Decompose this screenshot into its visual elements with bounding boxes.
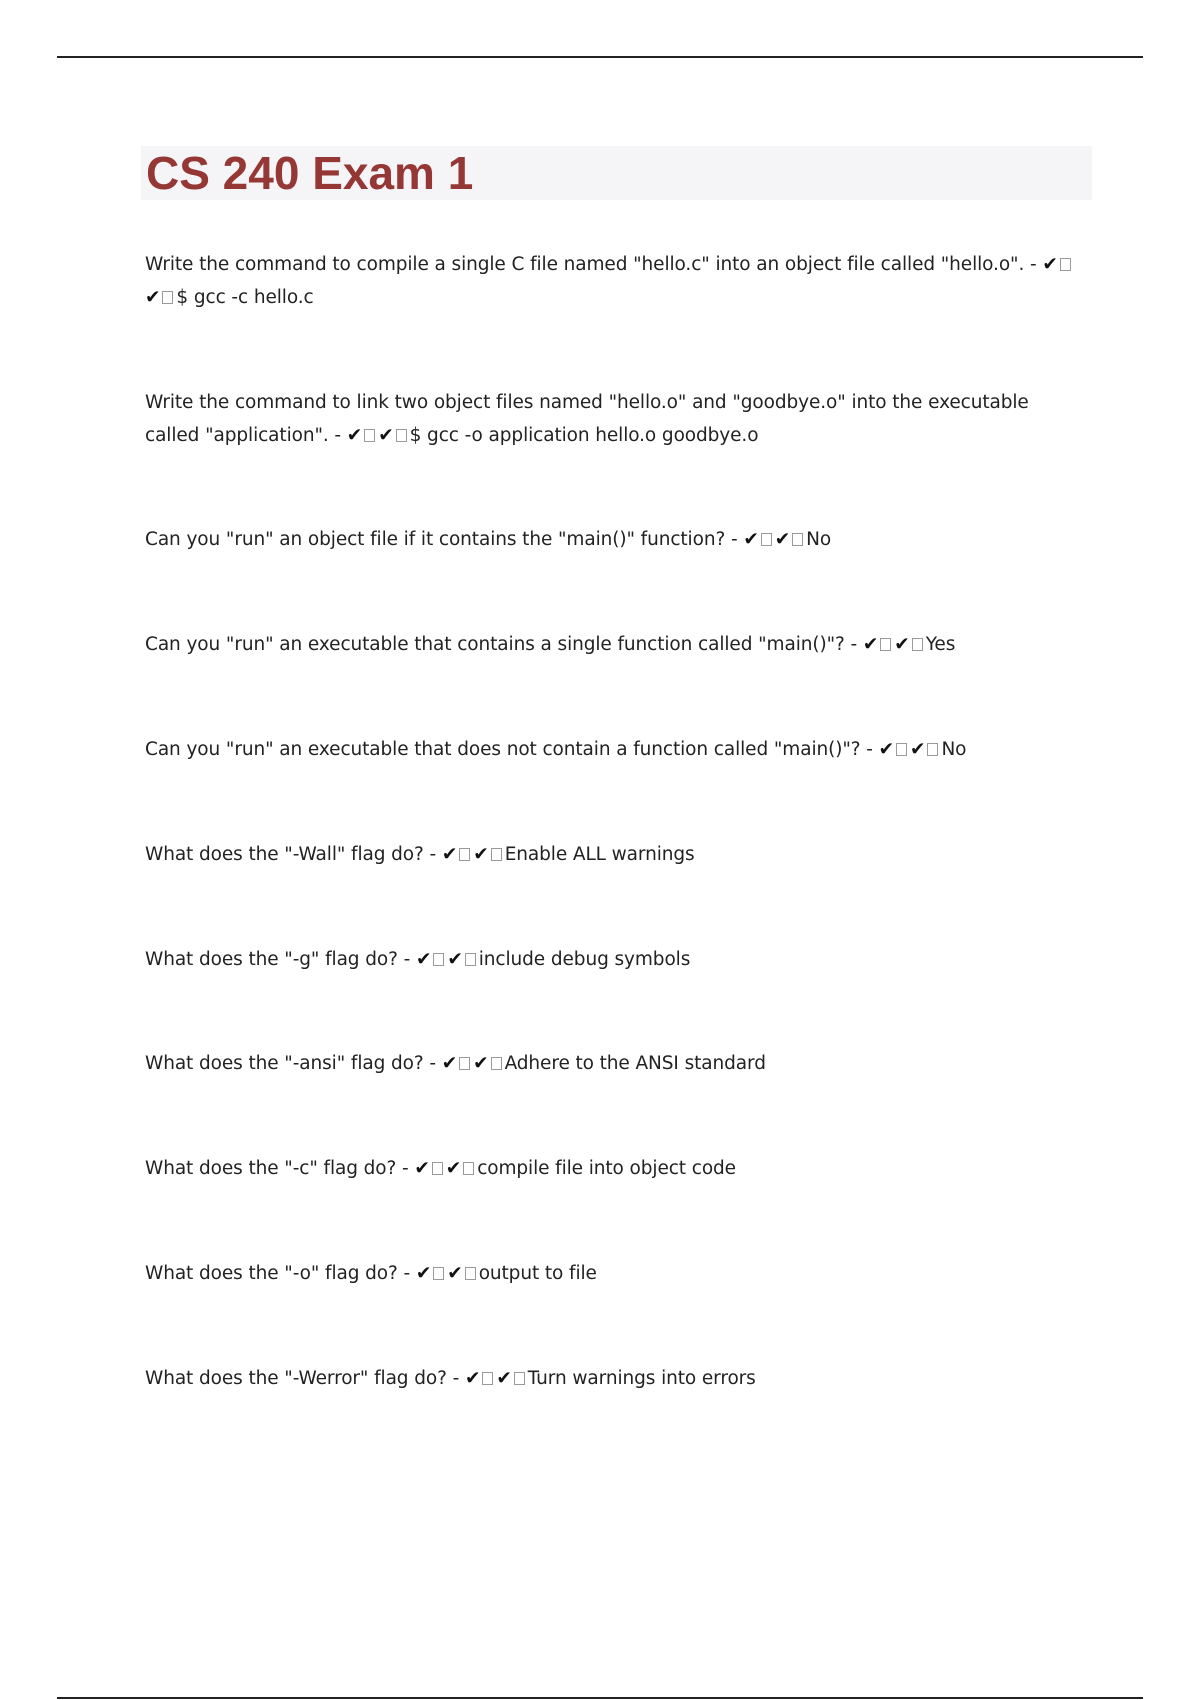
check-icon: ✔ — [441, 1053, 458, 1074]
check-icon: ✔ — [145, 287, 161, 308]
separator: - — [328, 425, 347, 446]
qa-item-1 — [145, 248, 1085, 314]
answer-text: Enable ALL warnings — [504, 844, 695, 865]
answer-text: Yes — [925, 634, 956, 655]
qa-item-10 — [145, 1257, 1085, 1290]
title-band — [141, 146, 1092, 200]
box-icon — [465, 1267, 476, 1280]
box-icon — [491, 848, 502, 861]
box-icon — [1060, 258, 1071, 271]
question-text: What does the "-c" flag do? — [145, 1158, 397, 1179]
question-text: Can you "run" an executable that contains a single function called "main()"? — [145, 634, 845, 655]
answer-text: include debug symbols — [478, 949, 691, 970]
check-icon: ✔ — [473, 844, 489, 865]
box-icon — [459, 848, 470, 861]
qa-item-11 — [145, 1362, 1085, 1395]
box-icon — [482, 1372, 493, 1385]
answer-text: output to file — [478, 1263, 597, 1284]
check-icon: ✔ — [910, 739, 926, 760]
check-icon: ✔ — [445, 1158, 462, 1179]
answer-text: $ gcc -o application hello.o goodbye.o — [409, 425, 759, 446]
check-icon: ✔ — [447, 1263, 463, 1284]
question-text: Write the command to compile a single C file named "hello.c" into an object file called "hello.o". — [145, 254, 1025, 275]
box-icon — [432, 1162, 443, 1175]
page-title: CS 240 Exam 1 — [146, 147, 474, 199]
question-text: Can you "run" an object file if it contains the "main()" function? — [145, 529, 726, 550]
qa-item-7 — [145, 943, 1085, 976]
check-icon: ✔ — [464, 1368, 481, 1389]
answer-text: Adhere to the ANSI standard — [504, 1053, 766, 1074]
answer-text: No — [806, 529, 832, 550]
top-rule — [57, 56, 1143, 58]
check-icon: ✔ — [346, 425, 363, 446]
answer-text: No — [941, 739, 967, 760]
question-text: What does the "-g" flag do? — [145, 949, 398, 970]
box-icon — [459, 1057, 470, 1070]
box-icon — [162, 291, 173, 304]
question-text: Can you "run" an executable that does not contain a function called "main()"? — [145, 739, 861, 760]
bottom-rule — [57, 1697, 1143, 1699]
check-icon: ✔ — [496, 1368, 512, 1389]
separator: - — [1024, 254, 1043, 275]
box-icon — [912, 638, 923, 651]
box-icon — [364, 429, 375, 442]
separator: - — [860, 739, 879, 760]
check-icon: ✔ — [743, 529, 759, 550]
separator: - — [423, 844, 442, 865]
qa-item-8 — [145, 1047, 1085, 1080]
qa-item-5 — [145, 733, 1085, 766]
qa-item-2 — [145, 386, 1085, 452]
separator: - — [725, 529, 744, 550]
box-icon — [433, 953, 444, 966]
check-icon: ✔ — [378, 425, 394, 446]
separator: - — [446, 1368, 465, 1389]
box-icon — [880, 638, 891, 651]
qa-item-4 — [145, 628, 1085, 661]
separator: - — [397, 949, 416, 970]
check-icon: ✔ — [447, 949, 463, 970]
check-icon: ✔ — [414, 1158, 430, 1179]
check-icon: ✔ — [415, 1263, 432, 1284]
box-icon — [433, 1267, 444, 1280]
check-icon: ✔ — [894, 634, 910, 655]
qa-item-6 — [145, 838, 1085, 871]
box-icon — [514, 1372, 525, 1385]
answer-text: $ gcc -c hello.c — [176, 287, 314, 308]
separator: - — [396, 1158, 415, 1179]
box-icon — [896, 743, 907, 756]
box-icon — [463, 1162, 474, 1175]
separator: - — [397, 1263, 416, 1284]
check-icon: ✔ — [473, 1053, 489, 1074]
check-icon: ✔ — [878, 739, 895, 760]
question-text: What does the "-Wall" flag do? — [145, 844, 424, 865]
box-icon — [491, 1057, 502, 1070]
check-icon: ✔ — [441, 844, 458, 865]
qa-item-3 — [145, 523, 1085, 556]
check-icon: ✔ — [862, 634, 879, 655]
check-icon: ✔ — [1042, 254, 1058, 275]
answer-text: Turn warnings into errors — [527, 1368, 756, 1389]
box-icon — [792, 533, 803, 546]
separator: - — [423, 1053, 442, 1074]
answer-text: compile file into object code — [477, 1158, 736, 1179]
question-text: What does the "-ansi" flag do? — [145, 1053, 424, 1074]
question-text: What does the "-Werror" flag do? — [145, 1368, 447, 1389]
check-icon: ✔ — [415, 949, 432, 970]
box-icon — [465, 953, 476, 966]
question-text: What does the "-o" flag do? — [145, 1263, 398, 1284]
box-icon — [396, 429, 407, 442]
question-text: Write the command to link two object files named "hello.o" and "goodbye.o" into the executable called "application". — [145, 392, 1029, 446]
qa-item-9 — [145, 1152, 1085, 1185]
box-icon — [761, 533, 772, 546]
separator: - — [844, 634, 863, 655]
box-icon — [927, 743, 938, 756]
check-icon: ✔ — [774, 529, 791, 550]
